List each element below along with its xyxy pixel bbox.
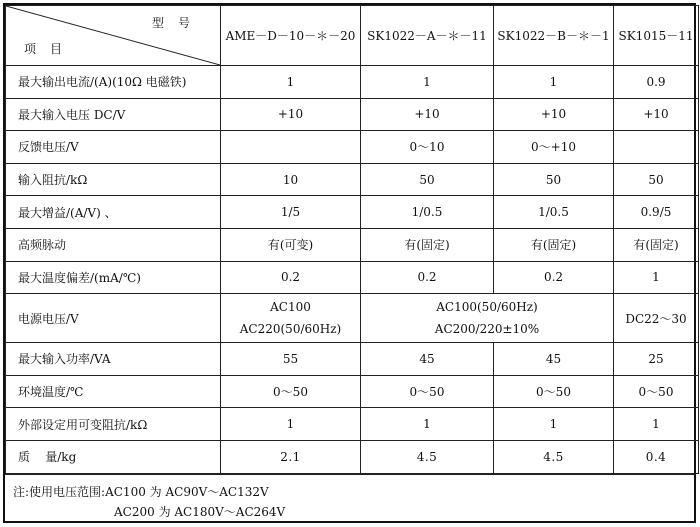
- table-cell: 10: [221, 163, 361, 196]
- corner-top-label: 型号: [151, 16, 204, 30]
- table-cell: 25: [614, 343, 699, 376]
- table-cell: 0～50: [614, 375, 699, 408]
- table-cell: 0～10: [361, 131, 494, 164]
- table-row: [6, 66, 699, 99]
- cell-line: AC220(50/60Hz): [239, 322, 342, 337]
- table-cell: 45: [361, 343, 494, 376]
- footnote-line-2: AC200 为 AC180V～AC264V: [114, 504, 286, 519]
- table-cell: 4.5: [494, 440, 614, 473]
- row-label: 外部设定用可变阻抗/kΩ: [6, 408, 221, 441]
- column-header: SK1015－11: [614, 6, 699, 66]
- footnote-line-1: 注:使用电压范围:AC100 为 AC90V～AC132V: [13, 484, 269, 499]
- table-cell: 1: [361, 408, 494, 441]
- table-row: [6, 375, 699, 408]
- table-cell: 0.9: [614, 66, 699, 99]
- table-cell: 2.1: [221, 440, 361, 473]
- table-cell: 0～50: [361, 375, 494, 408]
- table-row: [6, 163, 699, 196]
- table-row: [6, 440, 699, 473]
- table-cell: [221, 294, 361, 343]
- table-cell: 有(固定): [614, 228, 699, 261]
- spec-table: [5, 5, 699, 474]
- table-cell: +10: [614, 98, 699, 131]
- table-cell: 1: [614, 408, 699, 441]
- row-label: 环境温度/℃: [6, 375, 221, 408]
- table-cell: 0～+10: [494, 131, 614, 164]
- table-cell: DC22～30: [614, 294, 699, 343]
- table-cell: 0.2: [494, 261, 614, 294]
- table-cell: 50: [361, 163, 494, 196]
- table-cell: +10: [361, 98, 494, 131]
- table-row: [6, 343, 699, 376]
- table-cell: 有(固定): [494, 228, 614, 261]
- column-header: SK1022－A－＊－11: [361, 6, 494, 66]
- table-cell: 50: [494, 163, 614, 196]
- table-cell: 1: [614, 261, 699, 294]
- row-label: 最大输入电压 DC/V: [6, 98, 221, 131]
- corner-header-cell: [6, 6, 221, 66]
- table-row: [6, 196, 699, 229]
- table-cell: [221, 131, 361, 164]
- cell-line: AC100: [270, 300, 311, 315]
- table-cell: 45: [494, 343, 614, 376]
- table-cell: 1: [494, 408, 614, 441]
- table-cell: 0.9/5: [614, 196, 699, 229]
- table-cell: 1: [361, 66, 494, 99]
- table-cell: +10: [221, 98, 361, 131]
- table-cell: 0～50: [221, 375, 361, 408]
- table-row: [6, 228, 699, 261]
- table-cell: 有(可变): [221, 228, 361, 261]
- cell-line: AC100(50/60Hz): [436, 300, 538, 315]
- column-header: AME－D－10－＊－20: [221, 6, 361, 66]
- cell-line: AC200/220±10%: [434, 322, 540, 337]
- header-row: [6, 6, 699, 66]
- table-row: [6, 408, 699, 441]
- row-label: 最大输入功率/VA: [6, 343, 221, 376]
- row-label: 输入阻抗/kΩ: [6, 163, 221, 196]
- column-header: SK1022－B－＊－1: [494, 6, 614, 66]
- table-cell: 0～50: [494, 375, 614, 408]
- row-label: 电源电压/V: [6, 294, 221, 343]
- table-cell: 有(固定): [361, 228, 494, 261]
- table-cell: 0.2: [221, 261, 361, 294]
- table-row: [6, 261, 699, 294]
- table-cell: 0.4: [614, 440, 699, 473]
- table-row: [6, 98, 699, 131]
- corner-bottom-label: 项目: [24, 42, 77, 56]
- table-row: [6, 131, 699, 164]
- table-cell: 1/0.5: [361, 196, 494, 229]
- power-row: [6, 294, 699, 343]
- table-cell: [614, 131, 699, 164]
- table-cell: 1: [221, 66, 361, 99]
- row-label: 质 量/kg: [6, 440, 221, 473]
- table-cell: 1: [221, 408, 361, 441]
- row-label: 高频脉动: [6, 228, 221, 261]
- table-cell: 1: [494, 66, 614, 99]
- spec-table-frame: [3, 3, 696, 523]
- table-cell: +10: [494, 98, 614, 131]
- row-label: 最大温度偏差/(mA/℃): [6, 261, 221, 294]
- table-cell: 1/5: [221, 196, 361, 229]
- row-label: 最大输出电流/(A)(10Ω 电磁铁): [6, 66, 221, 99]
- table-cell-merged: [361, 294, 614, 343]
- row-label: 最大增益/(A/V) 、: [6, 196, 221, 229]
- table-cell: 50: [614, 163, 699, 196]
- table-cell: 55: [221, 343, 361, 376]
- row-label: 反馈电压/V: [6, 131, 221, 164]
- footnote: [5, 474, 694, 525]
- table-cell: 4.5: [361, 440, 494, 473]
- table-cell: 1/0.5: [494, 196, 614, 229]
- table-cell: 0.2: [361, 261, 494, 294]
